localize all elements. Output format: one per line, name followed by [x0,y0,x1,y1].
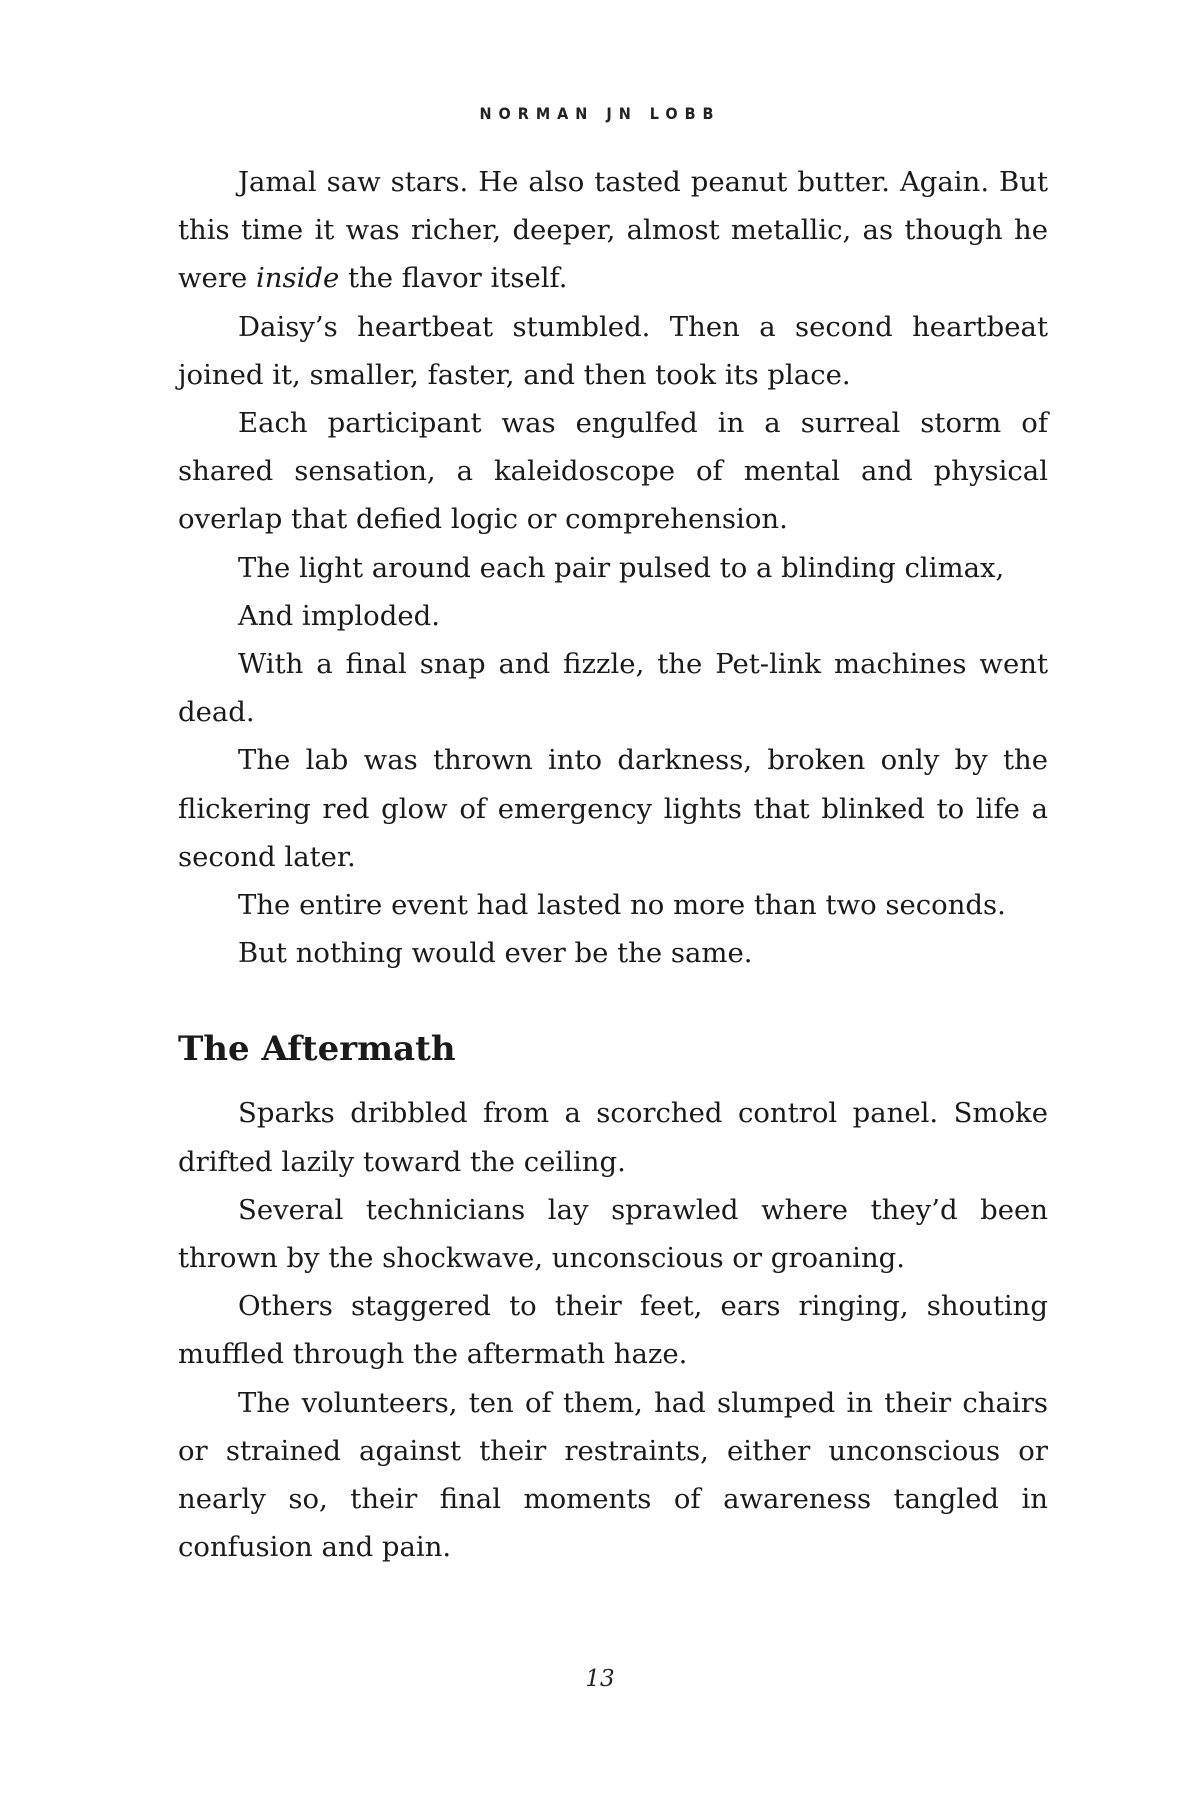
paragraph: Others staggered to their feet, ears ringing, shouting muffled through the aftermath haze. [178,1290,1048,1371]
paragraph: Sparks dribbled from a scorched control panel. Smoke drifted lazily toward the ceiling. [178,1097,1048,1178]
page-body [178,158,1048,1571]
paragraph: But nothing would ever be the same. [238,937,753,970]
paragraph: The light around each pair pulsed to a blinding climax, [238,551,1005,584]
paragraph: And imploded. [238,599,440,632]
paragraph [178,158,1048,303]
section-heading: The Aftermath [178,1029,456,1070]
running-head: NORMAN JN LOBB [479,104,721,123]
paragraph: With a final snap and fizzle, the Pet-link machines went dead. [178,648,1048,729]
paragraph: The entire event had lasted no more than two seconds. [238,889,1006,922]
paragraph: The volunteers, ten of them, had slumped in their chairs or strained against their restraints, either unconscious or nearly so, their final moments of awareness tangled in confusion and pain. [178,1386,1048,1564]
paragraph: Each participant was engulfed in a surreal storm of shared sensation, a kaleidoscope of mental and physical overlap that defied logic or comprehension. [178,407,1048,536]
paragraph: The lab was thrown into darkness, broken only by the flickering red glow of emergency lights that blinked to life a second later. [178,744,1048,873]
italic-emphasis: inside [255,262,340,295]
paragraph-text: Jamal saw stars. He also tasted peanut butter. Again. But this time it was richer, deeper, almost metallic, as though he were [178,166,1048,295]
paragraph: Several technicians lay sprawled where they’d been thrown by the shockwave, unconscious or groaning. [178,1193,1048,1275]
paragraph: Daisy’s heartbeat stumbled. Then a second heartbeat joined it, smaller, faster, and then took its place. [178,310,1048,391]
page-number: 13 [585,1666,615,1692]
paragraph-text: the flavor itself. [339,262,568,295]
